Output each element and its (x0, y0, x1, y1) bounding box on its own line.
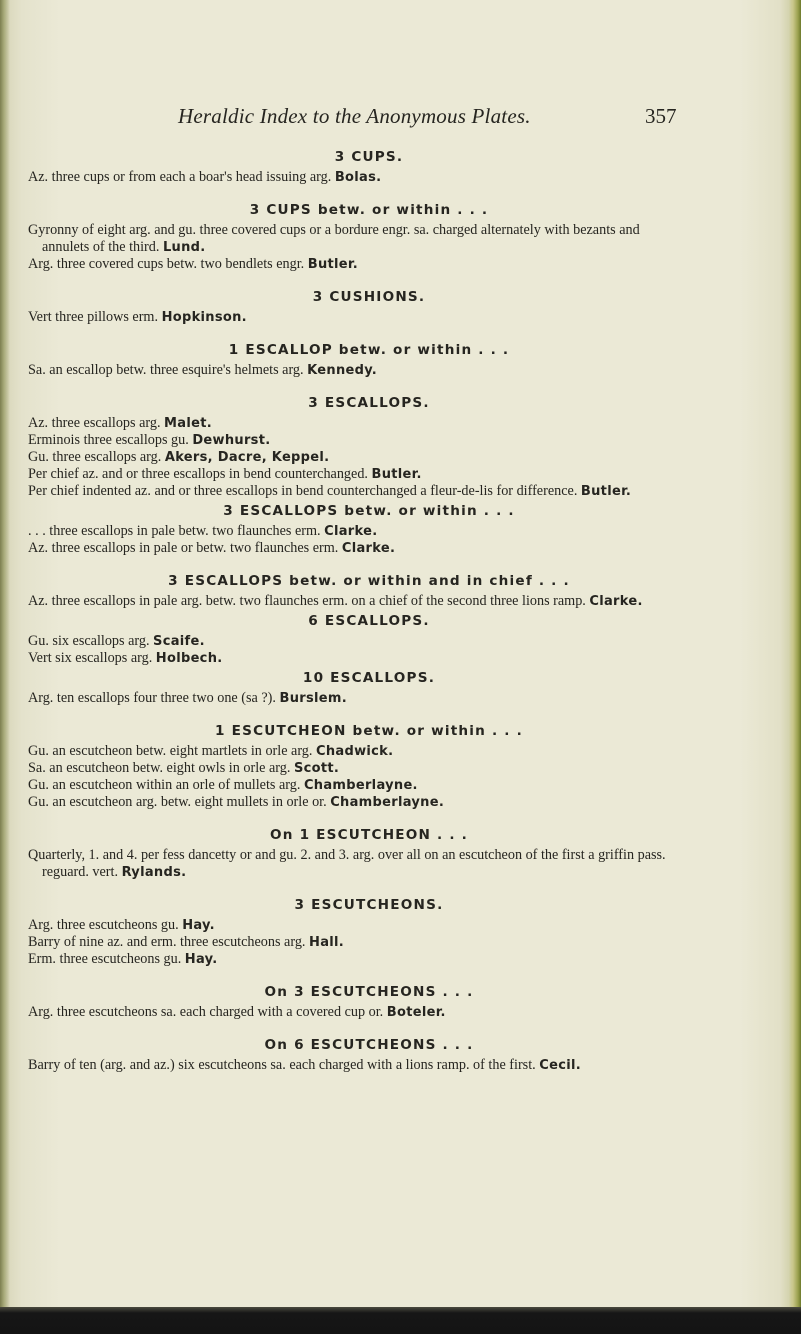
blazon-entry (28, 483, 688, 500)
index-section (28, 379, 688, 500)
section-heading: 3 ESCALLOPS. (308, 395, 430, 411)
family-name: Kennedy. (307, 363, 378, 378)
section-heading: 6 ESCALLOPS. (308, 613, 430, 629)
blazon-entry (28, 309, 688, 326)
blazon-text: Erm. three escutcheons gu. (28, 951, 185, 967)
family-name: Scott. (293, 761, 340, 776)
blazon-text: Az. three escallops in pale or betw. two flaunches erm. (28, 540, 342, 556)
blazon-entry (28, 743, 688, 760)
blazon-text: Gu. three escallops arg. (28, 449, 165, 465)
blazon-entry (28, 1004, 688, 1021)
blazon-text: Az. three escallops arg. (28, 415, 165, 431)
family-name: Hopkinson. (161, 310, 247, 325)
index-section (28, 968, 688, 1021)
family-name: Butler. (371, 467, 422, 482)
index-section (28, 186, 688, 273)
section-heading: On 1 ESCUTCHEON . . . (270, 827, 468, 843)
blazon-text: Per chief indented az. and or three escallops in bend counterchanged a fleur-de-lis for difference. (28, 483, 581, 499)
blazon-entry (28, 934, 688, 951)
blazon-text: Erminois three escallops gu. (28, 432, 193, 448)
blazon-entry (28, 432, 688, 449)
family-name: Lund. (162, 240, 206, 255)
family-name: Butler. (307, 257, 358, 272)
family-name: Clarke. (589, 594, 643, 609)
blazon-entry (28, 256, 688, 273)
page-header (0, 104, 801, 132)
blazon-entry (28, 917, 688, 934)
section-heading: 3 CUPS. (334, 149, 404, 165)
section-heading: 3 CUPS betw. or within . . . (249, 202, 489, 218)
blazon-entry (28, 760, 688, 777)
blazon-entry (28, 633, 688, 650)
blazon-text: Per chief az. and or three escallops in bend counterchanged. (28, 466, 372, 482)
family-name: Akers, Dacre, Keppel. (164, 450, 330, 465)
blazon-text: Arg. three escutcheons gu. (28, 917, 183, 933)
index-section (28, 500, 688, 557)
family-name: Burslem. (279, 691, 347, 706)
page-binding-edge (0, 0, 10, 1334)
family-name: Hay. (184, 952, 218, 967)
blazon-entry (28, 690, 688, 707)
blazon-entry (28, 794, 688, 811)
blazon-entry (28, 650, 688, 667)
blazon-text: Quarterly, 1. and 4. per fess dancetty or and gu. 2. and 3. arg. over all on an escutcheon of the first a griffin pass. reguard. vert. (28, 847, 666, 880)
page-right-edge (789, 0, 801, 1334)
index-section (28, 610, 688, 667)
blazon-entry (28, 466, 688, 483)
blazon-entry (28, 847, 688, 881)
blazon-text: Arg. three covered cups betw. two bendlets engr. (28, 256, 308, 272)
section-heading: 3 CUSHIONS. (312, 289, 426, 305)
blazon-text: Sa. an escallop betw. three esquire's helmets arg. (28, 362, 308, 378)
section-heading: 1 ESCUTCHEON betw. or within . . . (215, 723, 523, 739)
section-spacer (28, 1021, 688, 1037)
family-name: Bolas. (334, 170, 382, 185)
family-name: Cecil. (539, 1058, 581, 1073)
blazon-text: Gu. an escutcheon betw. eight martlets in orle arg. (28, 743, 316, 759)
family-name: Butler. (580, 484, 632, 499)
blazon-entry (28, 593, 688, 610)
page-number: 357 (645, 104, 677, 128)
blazon-text: Gyronny of eight arg. and gu. three covered cups or a bordure engr. sa. charged alternately with bezants and annulets of the third. (28, 222, 640, 255)
blazon-text: Barry of ten (arg. and az.) six escutcheons sa. each charged with a lions ramp. of the first. (28, 1057, 540, 1073)
blazon-entry (28, 523, 688, 540)
blazon-text: Gu. six escallops arg. (28, 633, 154, 649)
index-section (28, 149, 688, 186)
index-section (28, 811, 688, 881)
index-content (28, 149, 688, 1074)
family-name: Clarke. (324, 524, 378, 539)
index-section (28, 557, 688, 610)
section-heading: 1 ESCALLOP betw. or within . . . (228, 342, 510, 358)
section-spacer (28, 968, 688, 984)
blazon-entry (28, 449, 688, 466)
blazon-text: Az. three escallops in pale arg. betw. two flaunches erm. on a chief of the second three lions ramp. (28, 593, 590, 609)
section-spacer (28, 326, 688, 342)
blazon-text: Vert three pillows erm. (28, 309, 162, 325)
section-spacer (28, 707, 688, 723)
blazon-text: Gu. an escutcheon within an orle of mullets arg. (28, 777, 304, 793)
index-section (28, 881, 688, 968)
index-section (28, 707, 688, 811)
blazon-text: . . . three escallops in pale betw. two flaunches erm. (28, 523, 325, 539)
index-section (28, 667, 688, 707)
blazon-entry (28, 222, 688, 256)
section-heading: 3 ESCALLOPS betw. or within . . . (223, 503, 515, 519)
blazon-entry (28, 1057, 688, 1074)
blazon-entry (28, 415, 688, 432)
section-spacer (28, 881, 688, 897)
index-section (28, 326, 688, 379)
family-name: Holbech. (155, 651, 223, 666)
blazon-entry (28, 169, 688, 186)
blazon-text: Sa. an escutcheon betw. eight owls in orle arg. (28, 760, 294, 776)
blazon-text: Az. three cups or from each a boar's head issuing arg. (28, 169, 335, 185)
blazon-entry (28, 951, 688, 968)
family-name: Dewhurst. (192, 433, 271, 448)
blazon-entry (28, 777, 688, 794)
family-name: Boteler. (386, 1005, 446, 1020)
section-spacer (28, 379, 688, 395)
blazon-entry (28, 362, 688, 379)
scan-bottom-border (0, 1307, 801, 1334)
running-title: Heraldic Index to the Anonymous Plates. (178, 104, 531, 128)
blazon-text: Gu. an escutcheon arg. betw. eight mullets in orle or. (28, 794, 331, 810)
family-name: Rylands. (121, 865, 187, 880)
family-name: Clarke. (341, 541, 396, 556)
section-heading: 10 ESCALLOPS. (302, 670, 436, 686)
family-name: Malet. (164, 416, 212, 431)
family-name: Hall. (309, 935, 345, 950)
family-name: Chamberlayne. (303, 778, 418, 793)
blazon-text: Arg. three escutcheons sa. each charged with a covered cup or. (28, 1004, 387, 1020)
section-heading: 3 ESCALLOPS betw. or within and in chief . . . (168, 573, 570, 589)
section-heading: On 6 ESCUTCHEONS . . . (264, 1037, 474, 1053)
index-section (28, 1021, 688, 1074)
family-name: Chadwick. (316, 744, 394, 759)
index-section (28, 273, 688, 326)
blazon-entry (28, 540, 688, 557)
section-spacer (28, 186, 688, 202)
family-name: Hay. (182, 918, 215, 933)
section-spacer (28, 273, 688, 289)
family-name: Chamberlayne. (330, 795, 445, 810)
blazon-text: Barry of nine az. and erm. three escutcheons arg. (28, 934, 310, 950)
blazon-text: Vert six escallops arg. (28, 650, 156, 666)
section-spacer (28, 811, 688, 827)
section-heading: 3 ESCUTCHEONS. (294, 897, 444, 913)
section-heading: On 3 ESCUTCHEONS . . . (264, 984, 474, 1000)
blazon-text: Arg. ten escallops four three two one (sa ?). (28, 690, 280, 706)
family-name: Scaife. (153, 634, 205, 649)
section-spacer (28, 557, 688, 573)
